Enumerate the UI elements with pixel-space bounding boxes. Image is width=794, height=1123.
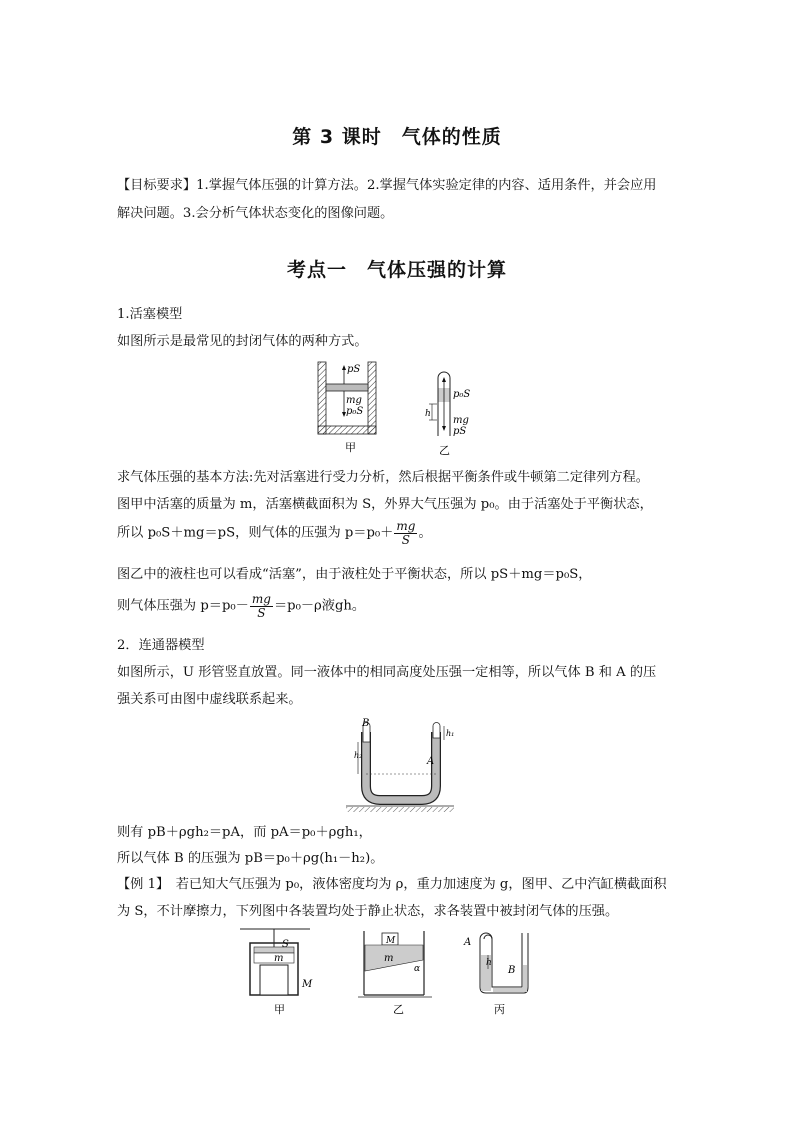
model1-intro: 如图所示是最常见的封闭气体的两种方式。	[117, 334, 368, 349]
label-p0s: p₀S	[346, 406, 364, 417]
model1-line-5	[117, 593, 365, 619]
fraction2-mg-s	[250, 593, 273, 619]
example-line-1: 【例 1】 若已知大气压强为 p₀，液体密度均为 ρ，重力加速度为 g，图甲、乙中汽缸横截面积	[117, 877, 667, 892]
formula2-text-b: ＝p₀－ρ液gh。	[273, 598, 366, 614]
label-h2: h₂	[354, 751, 363, 760]
ex-caption-yi: 乙	[393, 1003, 404, 1016]
figure-tube-yi	[422, 366, 482, 458]
ex-label-m: m	[274, 953, 284, 964]
ex-label-s: S	[282, 939, 289, 950]
model2-line-3: 则有 pB＋ρgh₂＝pA，而 pA＝p₀＋ρgh₁，	[117, 825, 372, 840]
goal-text-1: 1.掌握气体压强的计算方法。2.掌握气体实验定律的内容、适用条件，并会应用	[196, 178, 657, 193]
label-h: h	[425, 409, 431, 419]
model2-line-1: 如图所示，U 形管竖直放置。同一液体中的相同高度处压强一定相等，所以气体 B 和 A 的压	[117, 665, 657, 680]
model2-line-4: 所以气体 B 的压强为 pB＝p₀＋ρg(h₁－h₂)。	[117, 851, 384, 866]
fraction2-numerator: mg	[251, 592, 271, 606]
formula2-text-a: 则气体压强为 p＝p₀－	[117, 598, 249, 614]
section-title: 考点一 气体压强的计算	[286, 259, 507, 281]
label-p0s-yi: p₀S	[453, 389, 471, 400]
ex-yi-label-m-big: M	[386, 936, 396, 946]
example-figure-yi	[358, 925, 438, 1017]
goal-line-2: 解决问题。3.会分析气体状态变化的图像问题。	[117, 206, 394, 221]
figure-piston-jia	[310, 356, 390, 456]
fraction-mg-s	[394, 520, 417, 546]
label-b: B	[362, 718, 370, 729]
model1-line-1: 求气体压强的基本方法:先对活塞进行受力分析，然后根据平衡条件或牛顿第二定律列方程。	[117, 470, 649, 485]
page-title: 第 3 课时 气体的性质	[292, 126, 502, 148]
ex-bing-label-a: A	[464, 937, 472, 948]
goal-line-1	[117, 174, 656, 193]
formula-text-b: 。	[418, 525, 432, 541]
label-ps-yi: pS	[453, 426, 467, 437]
example-figure-bing	[460, 925, 540, 1017]
ex-bing-label-h: h	[486, 958, 492, 968]
ex-caption-bing: 丙	[494, 1003, 505, 1016]
ex-yi-label-m: m	[384, 953, 394, 964]
ex-bing-label-b: B	[508, 965, 516, 976]
example-line-2: 为 S，不计摩擦力，下列图中各装置均处于静止状态，求各装置中被封闭气体的压强。	[117, 904, 619, 919]
fraction-denominator: S	[401, 532, 411, 547]
ex-label-mass-m: M	[302, 979, 313, 990]
model1-line-4: 图乙中的液柱也可以看成“活塞”，由于液柱处于平衡状态，所以 pS＋mg＝p₀S，	[117, 567, 592, 582]
goal-label: 【目标要求】	[117, 178, 197, 193]
model2-heading: 2．连通器模型	[117, 638, 205, 653]
ex-yi-label-alpha: α	[414, 964, 421, 974]
model1-line-2: 图甲中活塞的质量为 m，活塞横截面积为 S，外界大气压强为 p₀。由于活塞处于平衡状态，	[117, 497, 653, 512]
fraction-numerator: mg	[396, 519, 416, 533]
label-h1: h₁	[446, 729, 455, 738]
model2-line-2: 强关系可由图中虚线联系起来。	[117, 692, 302, 707]
ex-caption-jia: 甲	[274, 1003, 285, 1016]
label-a: A	[427, 756, 435, 767]
caption-jia: 甲	[345, 441, 356, 454]
caption-yi: 乙	[439, 444, 450, 457]
figure-u-tube	[340, 712, 460, 814]
label-mg-yi: mg	[453, 415, 469, 426]
formula-text-a: 所以 p₀S＋mg＝pS，则气体的压强为 p＝p₀＋	[117, 525, 394, 541]
label-mg: mg	[346, 395, 362, 406]
example-figure-jia	[240, 925, 330, 1017]
fraction2-denominator: S	[257, 605, 266, 620]
label-ps: pS	[347, 364, 361, 375]
model1-line-3	[117, 520, 432, 546]
model1-heading: 1.活塞模型	[117, 307, 183, 322]
